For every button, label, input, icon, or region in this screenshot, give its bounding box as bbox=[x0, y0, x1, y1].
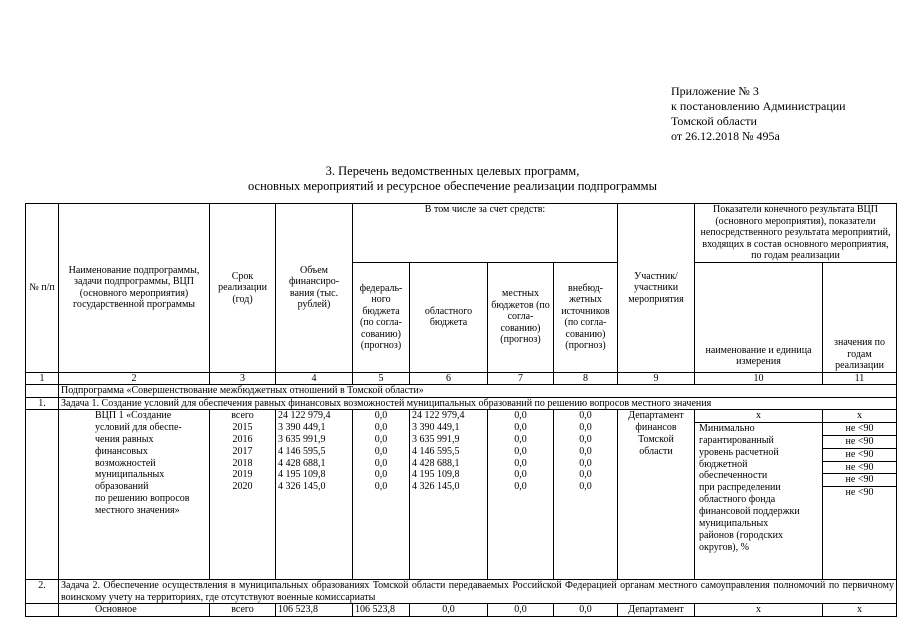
last-ind-value: х bbox=[823, 604, 897, 617]
local-cell: 0,0 bbox=[514, 457, 527, 469]
participant-line: области bbox=[639, 445, 673, 457]
indicator-value: не <90 bbox=[823, 449, 896, 462]
col-number: 1 bbox=[26, 372, 59, 385]
indicator-line: обеспеченности bbox=[699, 470, 768, 482]
year-cell: 2018 bbox=[232, 457, 253, 469]
indicator-value: х bbox=[823, 410, 896, 423]
indicator-line: при распределении bbox=[699, 482, 781, 494]
title-line: 3. Перечень ведомственных целевых программ, bbox=[325, 164, 580, 178]
last-ind-name: х bbox=[695, 604, 823, 617]
title-line: основных мероприятий и ресурсное обеспечение реализации подпрограммы bbox=[248, 179, 657, 193]
regional-cell: 4 146 595,5 bbox=[412, 445, 460, 457]
local-cell: 0,0 bbox=[514, 481, 527, 493]
col-number: 10 bbox=[695, 372, 823, 385]
subprogram-title: Подпрограмма «Совершенствование межбюджетных отношений в Томской области» bbox=[59, 385, 897, 398]
vcp1-regional bbox=[410, 410, 488, 580]
col-number: 5 bbox=[353, 372, 410, 385]
indicator-line: районов (городских bbox=[699, 529, 783, 541]
col-number: 4 bbox=[276, 372, 353, 385]
task2-num: 2. bbox=[26, 580, 59, 604]
regional-cell: 4 428 688,1 bbox=[412, 457, 460, 469]
col-number: 8 bbox=[554, 372, 618, 385]
indicator-value: не <90 bbox=[823, 474, 896, 487]
vcp1-name-line: возможностей bbox=[95, 457, 156, 469]
year-cell: 2015 bbox=[232, 421, 253, 433]
offbudget-cell: 0,0 bbox=[579, 421, 592, 433]
offbudget-cell: 0,0 bbox=[579, 445, 592, 457]
last-participant: Департамент bbox=[618, 604, 695, 617]
local-cell: 0,0 bbox=[514, 433, 527, 445]
last-year: всего bbox=[210, 604, 276, 617]
header-name: Наименование подпрограммы, задачи подпрограммы, ВЦП (основного мероприятия) государственной программы bbox=[59, 204, 210, 373]
last-federal: 106 523,8 bbox=[353, 604, 410, 617]
vcp1-name-line: по решению вопросов bbox=[95, 493, 190, 505]
regional-cell: 3 390 449,1 bbox=[412, 421, 460, 433]
vcp1-local bbox=[488, 410, 554, 580]
vcp1-indicator-name bbox=[695, 410, 823, 580]
offbudget-cell: 0,0 bbox=[579, 433, 592, 445]
last-offbudget: 0,0 bbox=[554, 604, 618, 617]
vcp1-name-line: местного значения» bbox=[95, 505, 180, 517]
year-cell: 2019 bbox=[232, 469, 253, 481]
vcp1-name-line: чения равных bbox=[95, 433, 154, 445]
regional-cell: 3 635 991,9 bbox=[412, 433, 460, 445]
header-participant: Участник/ участники мероприятия bbox=[618, 204, 695, 373]
federal-cell: 0,0 bbox=[374, 433, 388, 445]
annex-line: от 26.12.2018 № 495а bbox=[671, 129, 780, 143]
last-regional: 0,0 bbox=[410, 604, 488, 617]
offbudget-cell: 0,0 bbox=[579, 481, 592, 493]
indicator-line: округов), % bbox=[699, 541, 749, 553]
vcp1-name-line: ВЦП 1 «Создание bbox=[95, 410, 172, 421]
annex-line: Томской области bbox=[671, 114, 757, 128]
volume-cell: 3 635 991,9 bbox=[278, 433, 326, 445]
year-cell: 2016 bbox=[232, 433, 253, 445]
task1-num: 1. bbox=[26, 397, 59, 410]
participant-line: финансов bbox=[635, 421, 677, 433]
indicator-line: областного фонда bbox=[699, 494, 776, 506]
indicator-value: не <90 bbox=[845, 487, 874, 499]
header-regional: областного бюджета bbox=[410, 262, 488, 372]
federal-cell: 0,0 bbox=[374, 410, 388, 421]
header-including: В том числе за счет средств: bbox=[353, 204, 618, 263]
local-cell: 0,0 bbox=[514, 469, 527, 481]
local-cell: 0,0 bbox=[514, 410, 527, 421]
local-cell: 0,0 bbox=[514, 445, 527, 457]
vcp1-indicator-values bbox=[823, 410, 897, 580]
regional-cell: 4 195 109,8 bbox=[412, 469, 460, 481]
header-ind-values: значения по годам реализации bbox=[823, 262, 897, 372]
last-local: 0,0 bbox=[488, 604, 554, 617]
vcp1-name-line: условий для обеспе- bbox=[95, 421, 182, 433]
task1-text: Задача 1. Создание условий для обеспечения равных финансовых возможностей муниципальных образований по решению вопросов местного значения bbox=[59, 397, 897, 410]
vcp1-name-line: финансовых bbox=[95, 445, 148, 457]
header-volume: Объем финансиро-вания (тыс. рублей) bbox=[276, 204, 353, 373]
offbudget-cell: 0,0 bbox=[579, 469, 592, 481]
indicator-line: гарантированный bbox=[699, 434, 774, 446]
volume-cell: 4 428 688,1 bbox=[278, 457, 326, 469]
federal-cell: 0,0 bbox=[374, 481, 388, 493]
indicator-value: не <90 bbox=[823, 423, 896, 436]
header-offbudget: внебюд-жетных источников (по согла-сованию) (прогноз) bbox=[554, 262, 618, 372]
col-number: 11 bbox=[823, 372, 897, 385]
federal-cell: 0,0 bbox=[374, 445, 388, 457]
header-num: № п/п bbox=[26, 204, 59, 373]
indicator-line: муниципальных bbox=[699, 518, 769, 530]
federal-cell: 0,0 bbox=[374, 421, 388, 433]
volume-cell: 4 146 595,5 bbox=[278, 445, 326, 457]
header-local: местных бюджетов (по согла-сованию) (прогноз) bbox=[488, 262, 554, 372]
document-title bbox=[0, 164, 905, 194]
offbudget-cell: 0,0 bbox=[579, 457, 592, 469]
annex-block bbox=[671, 84, 846, 144]
vcp1-name-line: образований bbox=[95, 481, 149, 493]
col-number: 7 bbox=[488, 372, 554, 385]
indicator-line: Минимально bbox=[699, 422, 755, 434]
offbudget-cell: 0,0 bbox=[579, 410, 592, 421]
program-table bbox=[25, 203, 897, 617]
col-number: 3 bbox=[210, 372, 276, 385]
volume-cell: 24 122 979,4 bbox=[278, 410, 331, 421]
volume-cell: 4 326 145,0 bbox=[278, 481, 326, 493]
indicator-line: уровень расчетной bbox=[699, 446, 779, 458]
subprogram-num-cell bbox=[26, 385, 59, 398]
year-cell: 2017 bbox=[232, 445, 253, 457]
year-cell: 2020 bbox=[232, 481, 253, 493]
header-indicators-text: Показатели конечного результата ВЦП (основного мероприятия), показатели непосредственного результата мероприятий, входящих в состав основного мероприятия, по годам реализации bbox=[700, 204, 891, 261]
last-name: Основное bbox=[59, 604, 210, 617]
col-number: 9 bbox=[618, 372, 695, 385]
vcp1-participant bbox=[618, 410, 695, 580]
col-number: 2 bbox=[59, 372, 210, 385]
col-number: 6 bbox=[410, 372, 488, 385]
local-cell: 0,0 bbox=[514, 421, 527, 433]
regional-cell: 24 122 979,4 bbox=[412, 410, 465, 421]
indicator-line: финансовой поддержки bbox=[699, 506, 800, 518]
vcp1-federal bbox=[353, 410, 410, 580]
last-num-cell bbox=[26, 604, 59, 617]
vcp1-offbudget bbox=[554, 410, 618, 580]
task2-text: Задача 2. Обеспечение осуществления в муниципальных образованиях Томской области передаваемых Российской Федерацией органам местного самоуправления полномочий по первичному воинскому учету на территориях, где отсутствуют военные комиссариаты bbox=[59, 580, 897, 604]
volume-cell: 3 390 449,1 bbox=[278, 421, 326, 433]
federal-cell: 0,0 bbox=[374, 457, 388, 469]
annex-line: Приложение № 3 bbox=[671, 84, 759, 98]
vcp1-num-cell bbox=[26, 410, 59, 580]
participant-line: Томской bbox=[638, 433, 674, 445]
vcp1-name bbox=[59, 410, 210, 580]
indicator-value: не <90 bbox=[823, 436, 896, 449]
vcp1-name-line: муниципальных bbox=[95, 469, 165, 481]
federal-cell: 0,0 bbox=[374, 469, 388, 481]
header-term: Срок реализации (год) bbox=[210, 204, 276, 373]
participant-line: Департамент bbox=[628, 410, 684, 421]
regional-cell: 4 326 145,0 bbox=[412, 481, 460, 493]
header-federal: федераль-ного бюджета (по согла-сованию) (прогноз) bbox=[353, 262, 410, 372]
header-ind-name: наименование и единица измерения bbox=[695, 262, 823, 372]
indicator-value: не <90 bbox=[823, 462, 896, 475]
vcp1-years bbox=[210, 410, 276, 580]
year-cell: всего bbox=[231, 410, 254, 421]
volume-cell: 4 195 109,8 bbox=[278, 469, 326, 481]
indicator-line: бюджетной bbox=[699, 458, 748, 470]
indicator-first: х bbox=[695, 410, 822, 423]
last-volume: 106 523,8 bbox=[276, 604, 353, 617]
annex-line: к постановлению Администрации bbox=[671, 99, 846, 113]
vcp1-volume bbox=[276, 410, 353, 580]
header-indicators bbox=[695, 204, 897, 263]
